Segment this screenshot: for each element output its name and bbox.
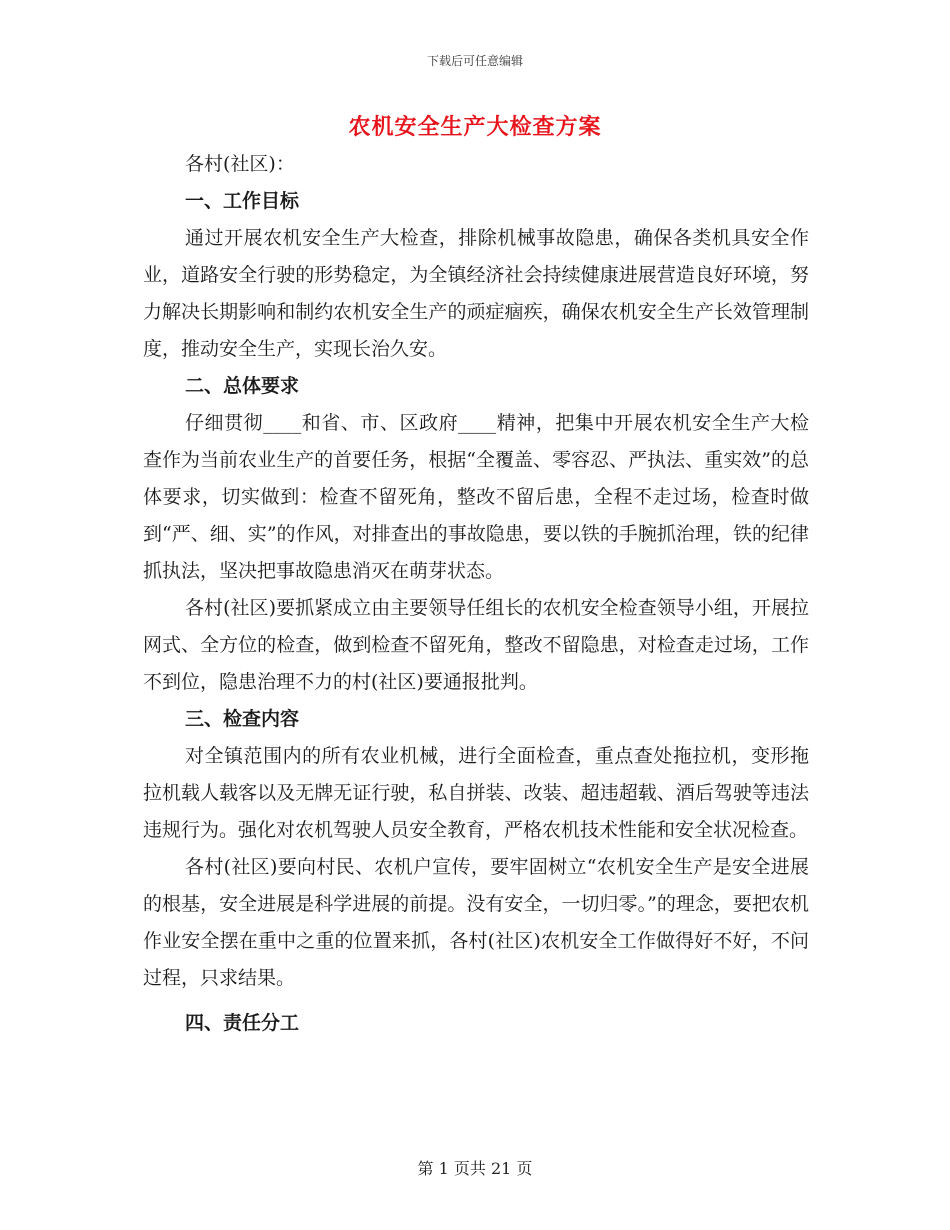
section-3-paragraph-1: 对全镇范围内的所有农业机械，进行全面检查，重点查处拖拉机，变形拖拉机载人载客以及无牌无证行驶，私自拼装、改装、超违超载、酒后驾驶等违法违规行为。强化对农机驾驶人员安全教育，严格农机技术性能和安全状况检查。: [143, 745, 809, 841]
salutation: 各村(社区)：: [185, 153, 295, 175]
section-heading-1: 一、工作目标: [185, 190, 300, 212]
section-1-paragraph-1: 通过开展农机安全生产大检查，排除机械事故隐患，确保各类机具安全作业，道路安全行驶的形势稳定，为全镇经济社会持续健康进展营造良好环境，努力解决长期影响和制约农机安全生产的顽症痼疾，确保农机安全生产长效管理制度，推动安全生产，实现长治久安。: [143, 227, 809, 360]
header-note: 下载后可任意编辑: [426, 54, 523, 68]
section-3-paragraph-2: 各村(社区)要向村民、农机户宣传，要牢固树立“农机安全生产是安全进展的根基，安全进展是科学进展的前提。没有安全，一切归零。”的理念，要把农机作业安全摆在重中之重的位置来抓，各村(社区)农机安全工作做得好不好，不问过程，只求结果。: [143, 856, 809, 989]
section-heading-4: 四、责任分工: [185, 1012, 300, 1034]
document-body: [143, 146, 809, 1042]
page-number: 第 1 页共 21 页: [417, 1159, 533, 1178]
section-heading-3: 三、检查内容: [185, 708, 300, 730]
document-title: 农机安全生产大检查方案: [348, 114, 602, 140]
section-2-paragraph-1: 仔细贯彻____和省、市、区政府____精神，把集中开展农机安全生产大检查作为当前农业生产的首要任务，根据“全覆盖、零容忍、严执法、重实效”的总体要求，切实做到：检查不留死角，整改不留后患，全程不走过场，检查时做到“严、细、实”的作风，对排查出的事故隐患，要以铁的手腕抓治理，铁的纪律抓执法，坚决把事故隐患消灭在萌芽状态。: [143, 412, 809, 582]
section-2-paragraph-2: 各村(社区)要抓紧成立由主要领导任组长的农机安全检查领导小组，开展拉网式、全方位的检查，做到检查不留死角，整改不留隐患，对检查走过场，工作不到位，隐患治理不力的村(社区)要通报批判。: [143, 597, 809, 693]
section-heading-2: 二、总体要求: [185, 375, 300, 397]
